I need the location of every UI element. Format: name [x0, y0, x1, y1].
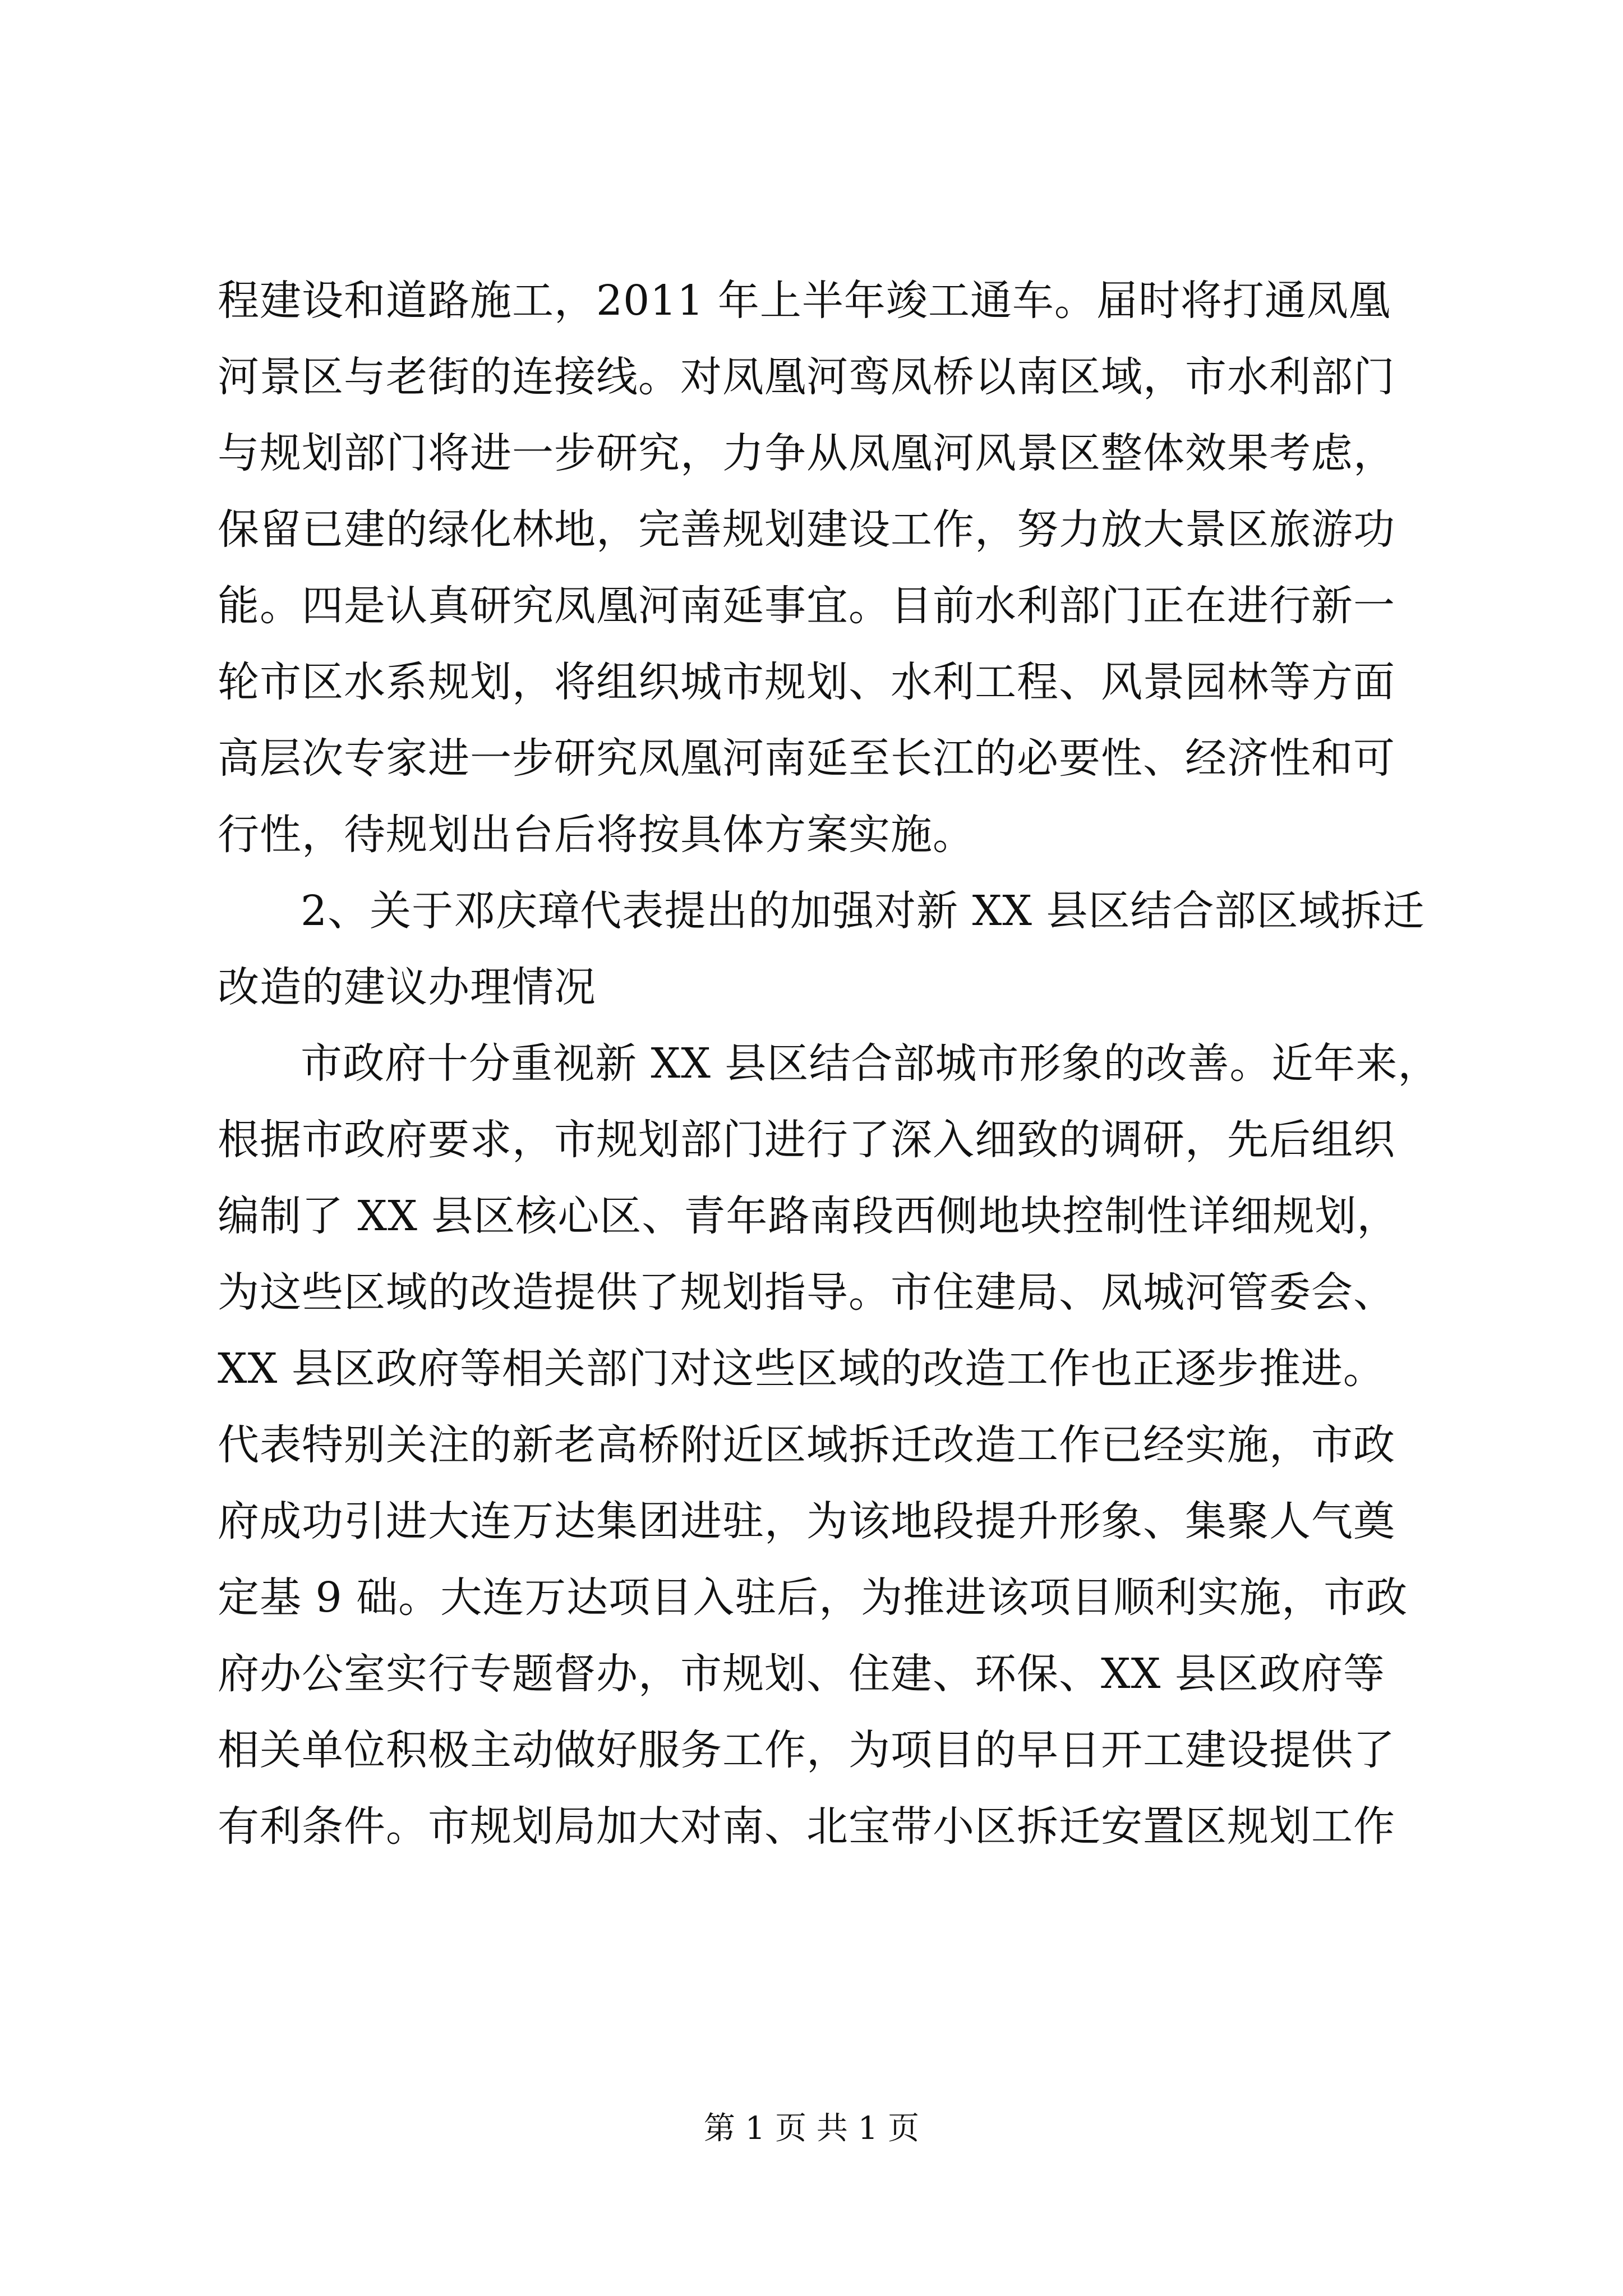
text-line: 根据市政府要求，市规划部门进行了深入细致的调研，先后组织: [218, 1116, 1395, 1164]
text-line: 保留已建的绿化林地，完善规划建设工作，努力放大景区旅游功: [218, 505, 1395, 554]
text-line: 定基 9 础。大连万达项目入驻后，为推进该项目顺利实施，市政: [218, 1573, 1408, 1622]
section-heading-line: 2、关于邓庆璋代表提出的加强对新 XX 县区结合部区域拆迁: [301, 887, 1425, 935]
document-body: [218, 263, 1440, 1865]
text-line: 轮市区水系规划，将组织城市规划、水利工程、风景园林等方面: [218, 658, 1395, 706]
page-footer: 第 1 页 共 1 页: [703, 2110, 920, 2147]
text-line: 府办公室实行专题督办，市规划、住建、环保、XX 县区政府等: [218, 1650, 1385, 1698]
text-line: 为这些区域的改造提供了规划指导。市住建局、凤城河管委会、: [218, 1268, 1395, 1317]
text-line: XX 县区政府等相关部门对这些区域的改造工作也正逐步推进。: [218, 1345, 1385, 1393]
text-line: 行性，待规划出台后将按具体方案实施。: [218, 811, 975, 859]
text-line: 高层次专家进一步研究凤凰河南延至长江的必要性、经济性和可: [218, 734, 1395, 783]
text-line: 代表特别关注的新老高桥附近区域拆迁改造工作已经实施，市政: [218, 1421, 1395, 1469]
text-line: 有利条件。市规划局加大对南、北宝带小区拆迁安置区规划工作: [218, 1802, 1395, 1851]
text-line: 与规划部门将进一步研究，力争从凤凰河风景区整体效果考虑，: [218, 429, 1395, 477]
text-line: 程建设和道路施工，2011 年上半年竣工通车。届时将打通凤凰: [218, 277, 1391, 325]
text-line: 河景区与老街的连接线。对凤凰河鸾凤桥以南区域，市水利部门: [218, 353, 1395, 401]
text-line: 相关单位积极主动做好服务工作，为项目的早日开工建设提供了: [218, 1726, 1395, 1774]
text-line: 编制了 XX 县区核心区、青年路南段西侧地块控制性详细规划，: [218, 1192, 1399, 1240]
text-line: 能。四是认真研究凤凰河南延事宜。目前水利部门正在进行新一: [218, 582, 1395, 630]
text-line: 府成功引进大连万达集团进驻，为该地段提升形象、集聚人气奠: [218, 1497, 1395, 1545]
section-heading-line: 改造的建议办理情况: [218, 963, 596, 1011]
text-line: 市政府十分重视新 XX 县区结合部城市形象的改善。近年来，: [301, 1039, 1440, 1088]
